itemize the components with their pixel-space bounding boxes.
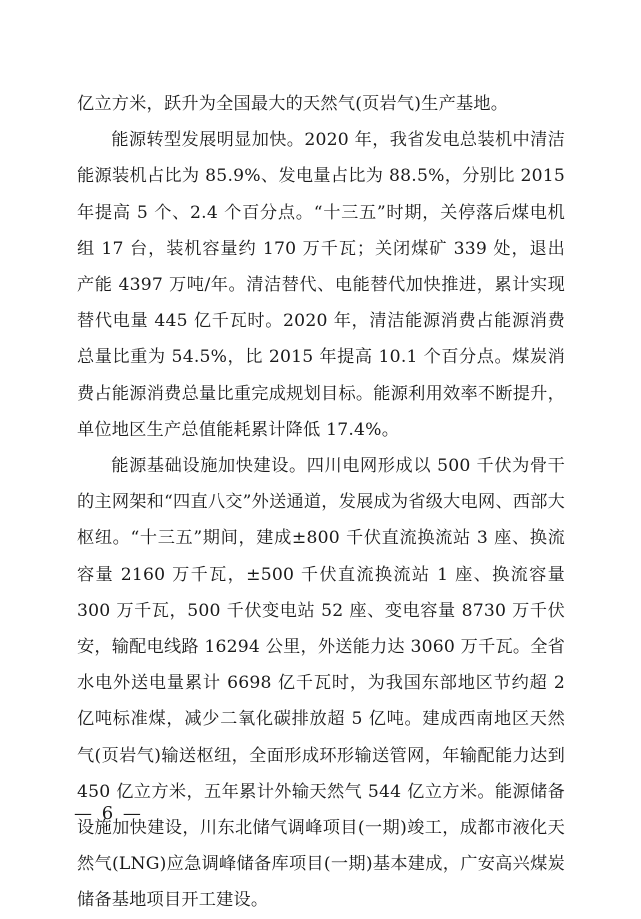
paragraph-energy-transition: 能源转型发展明显加快。2020 年，我省发电总装机中清洁能源装机占比为 85.9%、发电量占比为 88.5%，分别比 2015 年提高 5 个、2.4 个百分点。“十三五”时期，关停落后煤电机组 17 台，装机容量约 170 万千瓦；关闭煤矿 339 处，退出产能 4397 万吨/年。清洁替代、电能替代加快推进，累计实现替代电量 445 亿千瓦时。2020 年，清洁能源消费占能源消费总量比重为 54.5%，比 2015 年提高 10.1 个百分点。煤炭消费占能源消费总量比重完成规划目标。能源利用效率不断提升，单位地区生产总值能耗累计降低 17.4%。 [77, 130, 565, 440]
paragraph-continuation: 亿立方米，跃升为全国最大的天然气(页岩气)生产基地。 [77, 94, 509, 114]
paragraph-energy-infrastructure: 能源基础设施加快建设。四川电网形成以 500 千伏为骨干的主网架和“四直八交”外送通道，发展成为省级大电网、西部大枢纽。“十三五”期间，建成±800 千伏直流换流站 3 座、换流容量 2160 万千瓦，±500 千伏直流换流站 1 座、换流容量 300 万千瓦，500 千伏变电站 52 座、变电容量 8730 万千伏安，输配电线路 16294 公里，外送能力达 3060 万千瓦。全省水电外送电量累计 6698 亿千瓦时，为我国东部地区节约超 2 亿吨标准煤，减少二氧化碳排放超 5 亿吨。建成西南地区天然气(页岩气)输送枢纽，全面形成环形输送管网，年输配能力达到 450 亿立方米，五年累计外输天然气 544 亿立方米。能源储备设施加快建设，川东北储气调峰项目(一期)竣工，成都市液化天然气(LNG)应急调峰储备库项目(一期)基本建成，广安高兴煤炭储备基地项目开工建设。 [77, 456, 566, 911]
body-text [77, 86, 565, 919]
page-number: — 6 — [74, 803, 143, 824]
